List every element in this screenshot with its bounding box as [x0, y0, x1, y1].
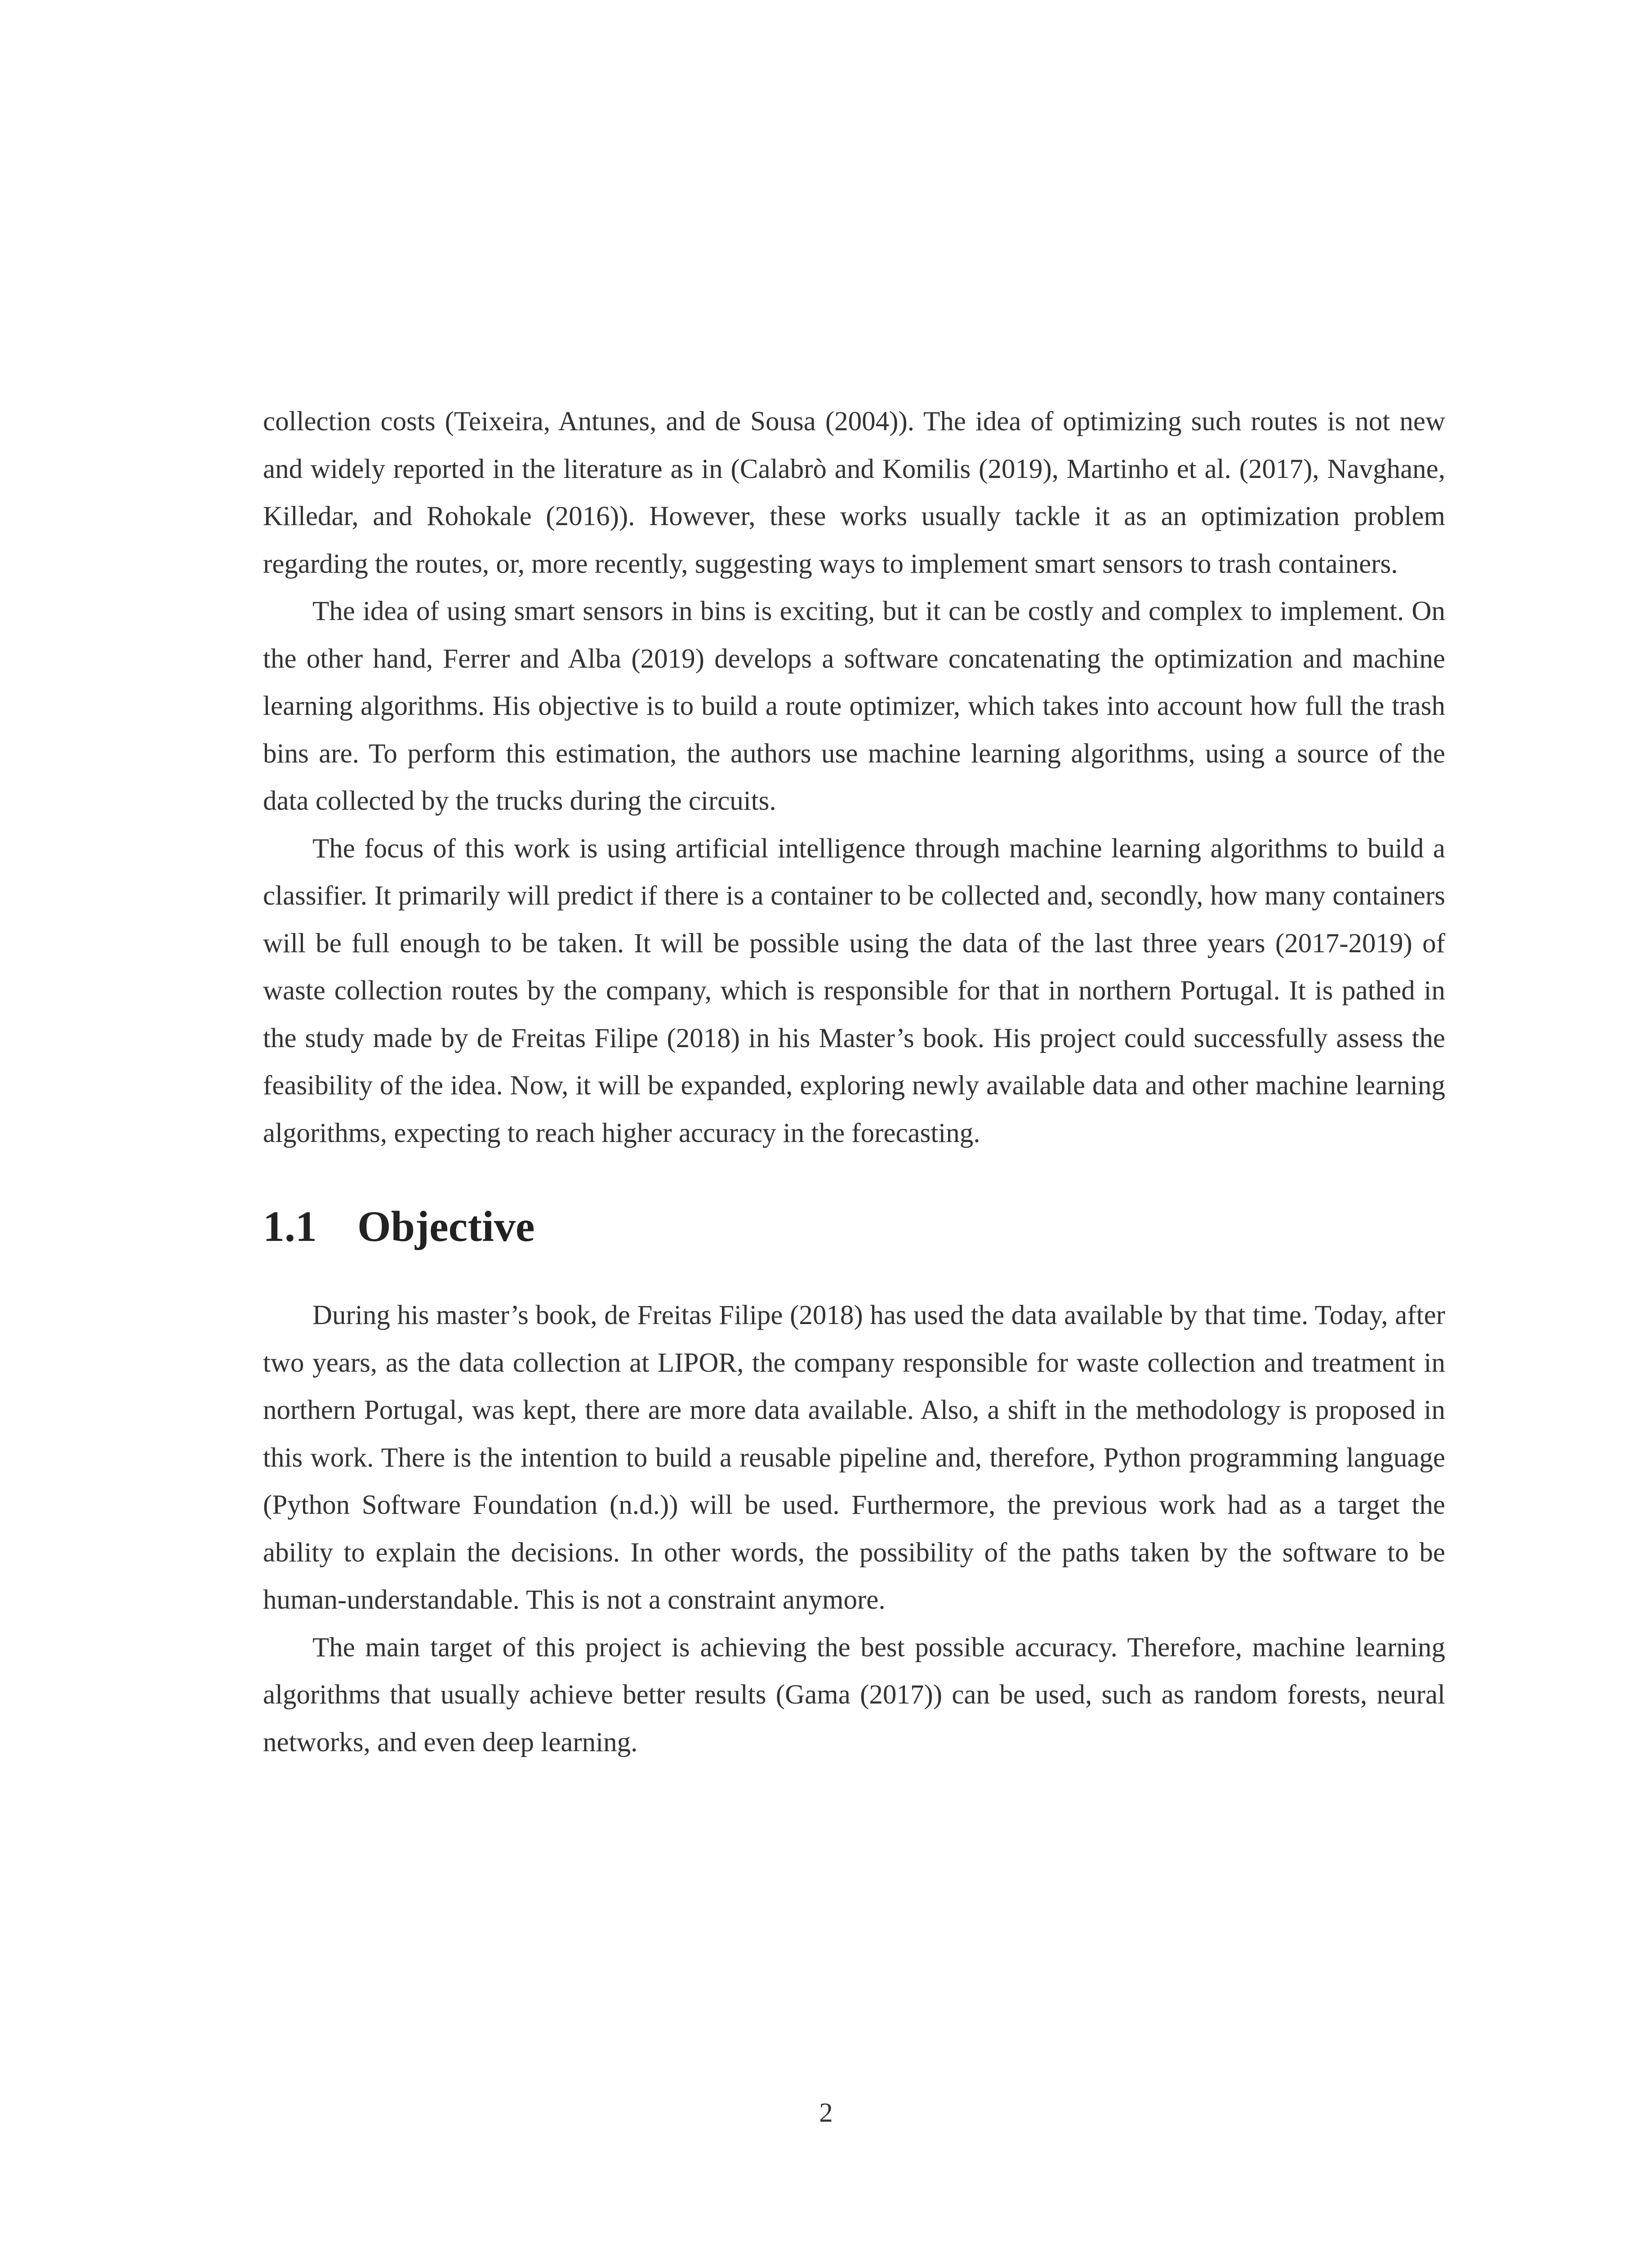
paragraph-objective-2: The main target of this project is achieving the best possible accuracy. Therefore, machine learning algorithms that usually achieve better results (Gama (2017)) can be used, such as random forests, neural networks, and even deep learning.	[263, 1632, 1445, 1757]
section-title: Objective	[357, 1202, 535, 1250]
page-number: 2	[819, 2098, 833, 2128]
section-number: 1.1	[263, 1202, 317, 1250]
paragraph-objective-1: During his master’s book, de Freitas Filipe (2018) has used the data available by that time. Today, after two years, as the data collection at LIPOR, the company responsible for waste collection and treatment in northern Portugal, was kept, there are more data available. Also, a shift in the methodology is proposed in this work. There is the intention to build a reusable pipeline and, therefore, Python programming language (Python Software Foundation (n.d.)) will be used. Furthermore, the previous work had as a target the ability to explain the decisions. In other words, the possibility of the paths taken by the software to be human-understandable. This is not a constraint anymore.	[263, 1300, 1445, 1615]
body-text	[263, 398, 1445, 1766]
paragraph-intro-2: The idea of using smart sensors in bins is exciting, but it can be costly and complex to implement. On the other hand, Ferrer and Alba (2019) develops a software concatenating the optimization and machine learning algorithms. His objective is to build a route optimizer, which takes into account how full the trash bins are. To perform this estimation, the authors use machine learning algorithms, using a source of the data collected by the trucks during the circuits.	[263, 596, 1445, 816]
paragraph-intro-3: The focus of this work is using artificial intelligence through machine learning algorithms to build a classifier. It primarily will predict if there is a container to be collected and, secondly, how many containers will be full enough to be taken. It will be possible using the data of the last three years (2017-2019) of waste collection routes by the company, which is responsible for that in northern Portugal. It is pathed in the study made by de Freitas Filipe (2018) in his Master’s book. His project could successfully assess the feasibility of the idea. Now, it will be expanded, exploring newly available data and other machine learning algorithms, expecting to reach higher accuracy in the forecasting.	[263, 833, 1445, 1148]
section-heading	[263, 1200, 1445, 1253]
paragraph-intro-1: collection costs (Teixeira, Antunes, and de Sousa (2004)). The idea of optimizing such routes is not new and widely reported in the literature as in (Calabrò and Komilis (2019), Martinho et al. (2017), Navghane, Killedar, and Rohokale (2016)). However, these works usually tackle it as an optimization problem regarding the routes, or, more recently, suggesting ways to implement smart sensors to trash containers.	[263, 406, 1445, 579]
